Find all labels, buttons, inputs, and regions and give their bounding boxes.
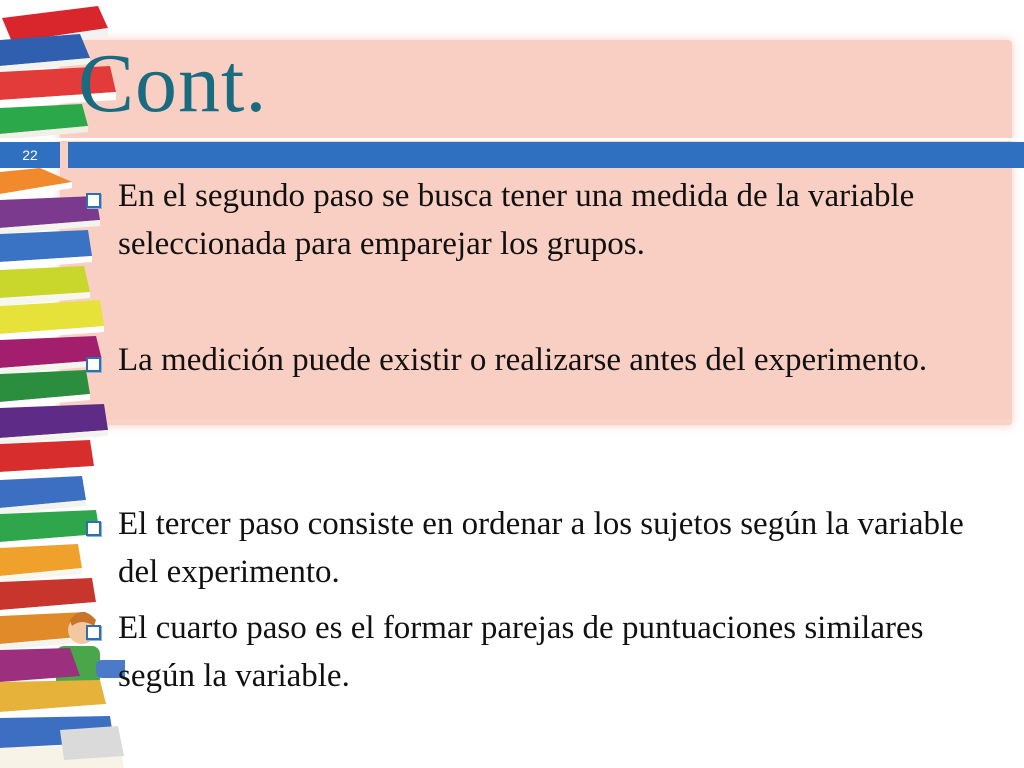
square-bullet-icon xyxy=(86,357,101,372)
page-number: 22 xyxy=(0,142,60,168)
bullet-text: En el segundo paso se busca tener una medida de la variable seleccionada para emparejar los grupos. xyxy=(118,178,915,262)
divider xyxy=(0,138,1024,141)
panel-fade xyxy=(60,420,1012,426)
square-bullet-icon xyxy=(86,521,101,536)
slide-title: Cont. xyxy=(78,37,268,130)
square-bullet-icon xyxy=(86,625,101,640)
header-accent-bar xyxy=(68,142,1024,168)
square-bullet-icon xyxy=(86,193,101,208)
bullet-text: El tercer paso consiste en ordenar a los sujetos según la variable del experimento. xyxy=(118,506,964,590)
bullet-text: El cuarto paso es el formar parejas de puntuaciones similares según la variable. xyxy=(118,610,924,694)
bullet-text: La medición puede existir o realizarse antes del experimento. xyxy=(118,342,928,378)
